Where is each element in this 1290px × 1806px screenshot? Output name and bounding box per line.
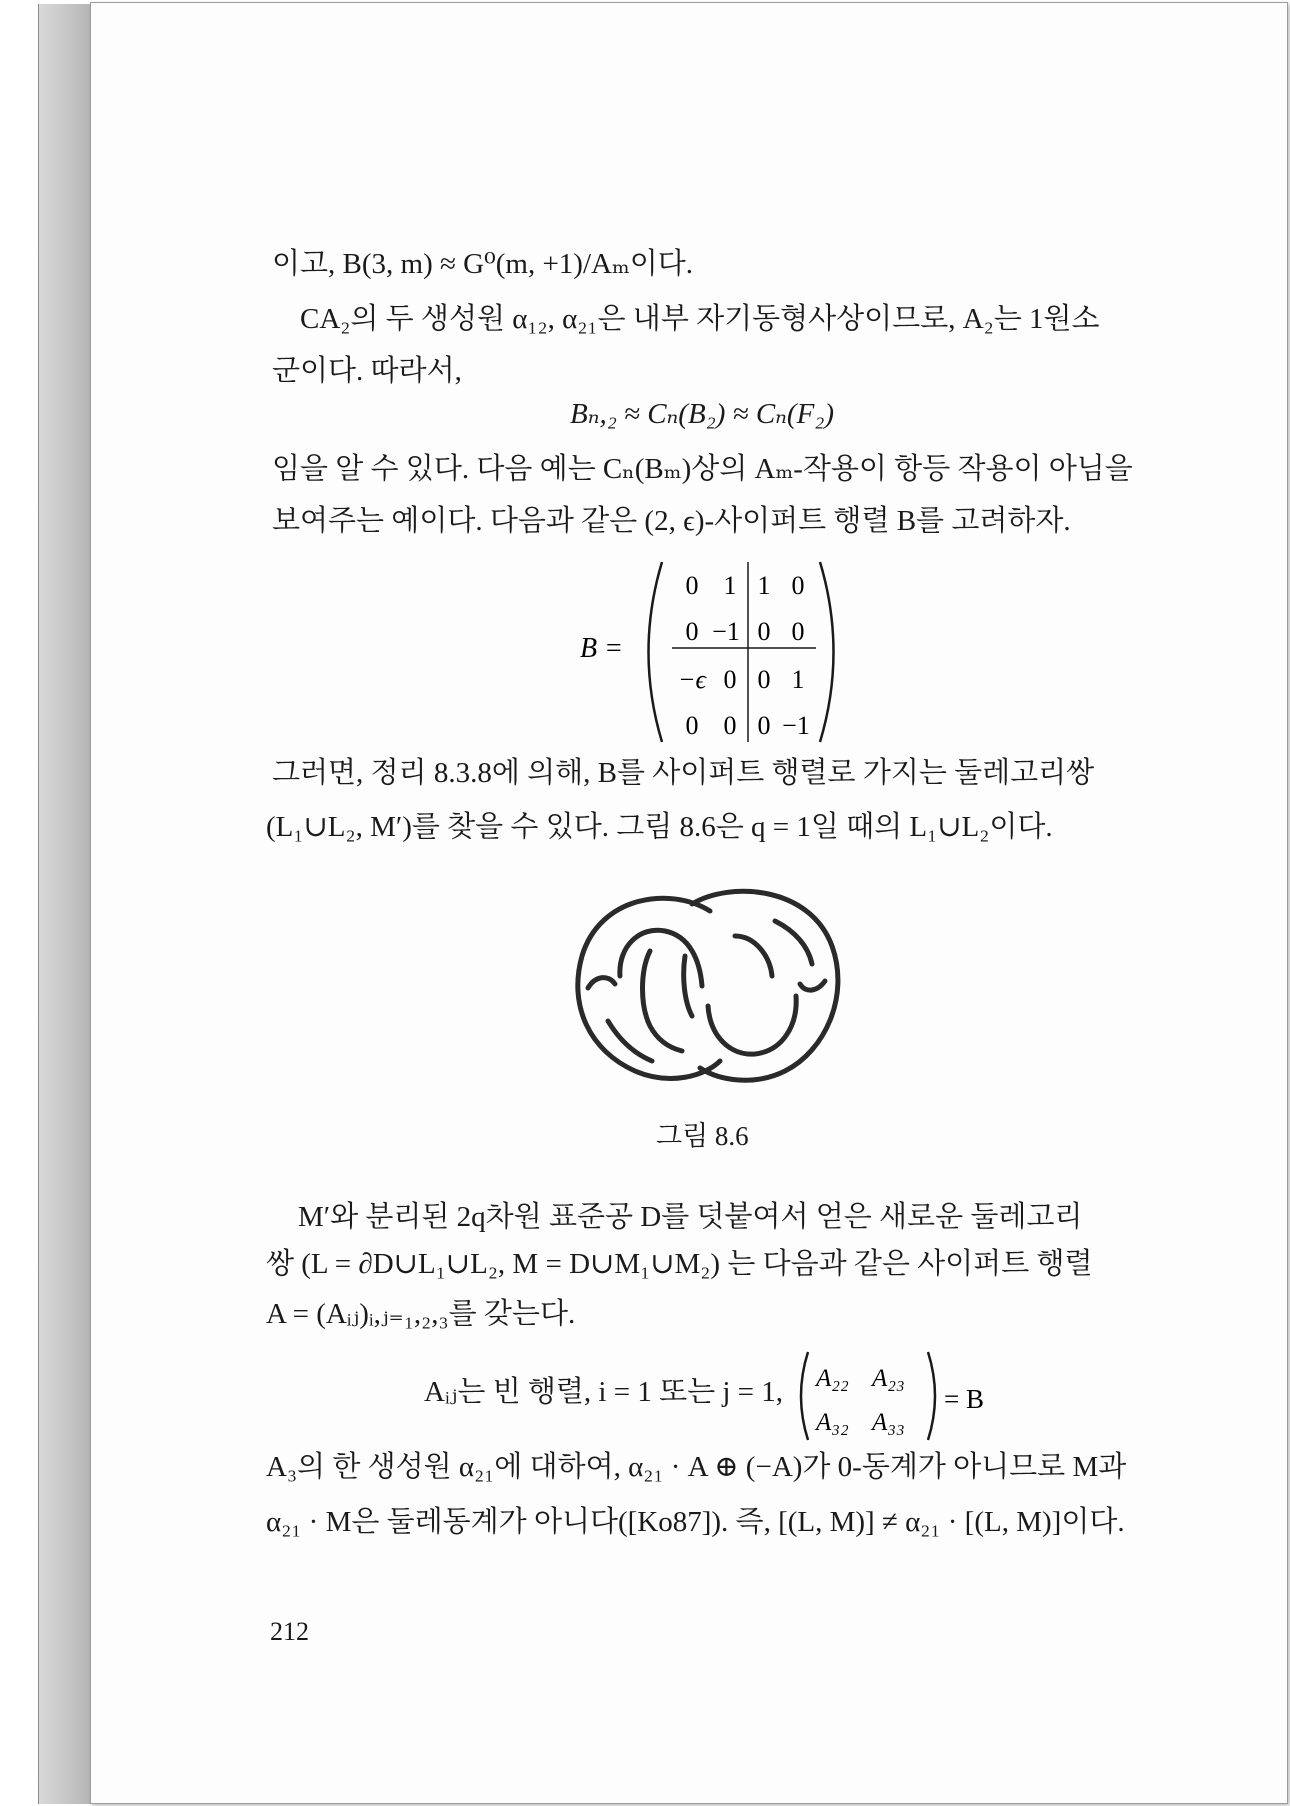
- text-line-9: 쌍 (L = ∂D∪L₁∪L₂, M = D∪M₁∪M₂) 는 다음과 같은 사이퍼트 행렬: [266, 1248, 1093, 1280]
- matrix-b-svg: [580, 552, 850, 752]
- text-line-2: CA₂의 두 생성원 α₁₂, α₂₁은 내부 자기동형사상이므로, A₂는 1원소: [300, 303, 1100, 335]
- right-paren: [928, 1352, 935, 1440]
- link-strand: [588, 978, 615, 988]
- figure-caption: 그림 8.6: [656, 1121, 749, 1151]
- text-line-12: α₂₁ · M은 둘레동계가 아니다([Ko87]). 즉, [(L, M)] ≠ α₂₁ · [(L, M)]이다.: [266, 1506, 1125, 1538]
- small-matrix-cell: A₃₃: [872, 1409, 905, 1436]
- matrix-cell: 0: [791, 617, 805, 646]
- text-line-1: 이고, B(3, m) ≈ G⁰(m, +1)/Aₘ이다.: [272, 248, 694, 280]
- small-matrix-cell: A₂₃: [872, 1365, 905, 1392]
- matrix-cell: 0: [757, 711, 771, 740]
- page-number: 212: [270, 1617, 309, 1646]
- matrix-cell: 0: [685, 571, 699, 600]
- link-strand: [620, 930, 702, 986]
- text-line-5: 보여주는 예이다. 다음과 같은 (2, ϵ)-사이퍼트 행렬 B를 고려하자.: [272, 505, 1071, 537]
- matrix-cell: −1: [712, 617, 740, 646]
- matrix-cell: 0: [685, 617, 699, 646]
- link-strand: [800, 981, 825, 990]
- display-equation-1: Bₙ,₂ ≈ Cₙ(B₂) ≈ Cₙ(F₂): [570, 398, 835, 430]
- matrix-cell: 1: [723, 571, 737, 600]
- small-matrix: [796, 1346, 1006, 1451]
- book-spine: [38, 4, 91, 1804]
- text-line-11: A₃의 한 생성원 α₂₁에 대하여, α₂₁ · A ⊕ (−A)가 0-동계가 아니므로 M과: [266, 1451, 1127, 1483]
- link-strand: [578, 898, 720, 1078]
- matrix-cell: 0: [723, 711, 737, 740]
- link-strand: [608, 1021, 652, 1061]
- small-matrix-cell: A₃₂: [816, 1409, 849, 1436]
- small-matrix-cell: A₂₂: [816, 1365, 849, 1392]
- text-line-10: A = (Aᵢⱼ)ᵢ,ⱼ₌₁,₂,₃를 갖는다.: [266, 1298, 576, 1330]
- link-strand: [643, 951, 683, 1051]
- link-diagram: [560, 876, 860, 1096]
- matrix-b: [580, 552, 850, 757]
- matrix-cell: −ϵ: [677, 665, 707, 694]
- display-equation-2: Aᵢⱼ는 빈 행렬, i = 1 또는 j = 1,: [424, 1376, 784, 1408]
- matrix-cell: 0: [757, 665, 771, 694]
- matrix-cell: 0: [723, 665, 737, 694]
- left-paren: [649, 562, 663, 742]
- link-strand: [735, 936, 772, 976]
- text-line-3: 군이다. 따라서,: [272, 355, 462, 387]
- figure-8-6: [560, 876, 860, 1101]
- right-paren: [820, 562, 834, 742]
- link-strand: [684, 956, 692, 1016]
- matrix-b-label: B =: [580, 633, 623, 664]
- small-matrix-suffix: = B: [944, 1384, 984, 1414]
- matrix-cell: −1: [782, 711, 810, 740]
- matrix-cell: 0: [791, 571, 805, 600]
- text-line-6: 그러면, 정리 8.3.8에 의해, B를 사이퍼트 행렬로 가지는 둘레고리쌍: [272, 757, 1095, 789]
- matrix-cell: 0: [685, 711, 699, 740]
- text-line-4: 임을 알 수 있다. 다음 예는 Cₙ(Bₘ)상의 Aₘ-작용이 항등 작용이 아님을: [272, 453, 1133, 485]
- link-strand: [708, 996, 796, 1054]
- left-paren: [801, 1352, 808, 1440]
- text-line-8: M′와 분리된 2q차원 표준공 D를 덧붙여서 얻은 새로운 둘레고리: [298, 1201, 1083, 1233]
- matrix-cell: 1: [757, 571, 771, 600]
- matrix-cell: 1: [791, 665, 805, 694]
- matrix-cell: 0: [757, 617, 771, 646]
- small-matrix-svg: [796, 1346, 1006, 1446]
- link-strand: [775, 921, 812, 964]
- text-line-7: (L₁∪L₂, M′)를 찾을 수 있다. 그림 8.6은 q = 1일 때의 L₁∪L₂이다.: [266, 811, 1053, 843]
